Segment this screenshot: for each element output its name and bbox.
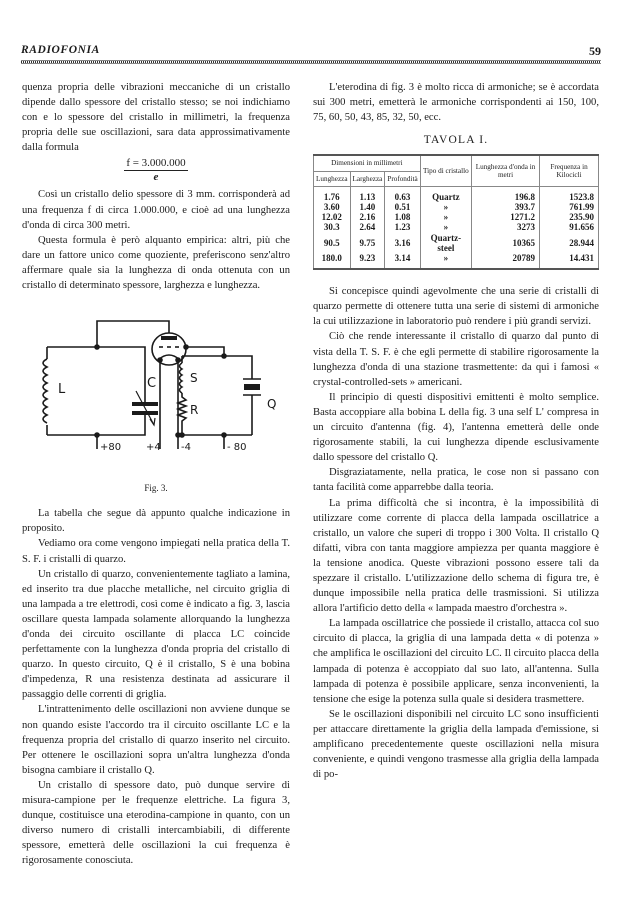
table-cell: 10365 <box>472 233 540 253</box>
table-header: Lunghezza <box>314 171 351 186</box>
paragraph: quenza propria delle vibrazioni meccaniche di un cristallo dipende dallo spessore del cristallo stesso; se noi indichiamo con e lo spessore del cristallo in millimetri, la frequenza propria delle sue oscillazioni, sara data approssimativamente dalla formula <box>22 82 290 154</box>
table-cell: 9.75 <box>350 233 385 253</box>
table-cell: 3.16 <box>385 233 420 253</box>
table-cell: 2.16 <box>350 212 385 222</box>
table-body <box>314 186 599 269</box>
paragraph: Un cristallo di spessore dato, può dunque servire di misura-campione per le frequenze elettriche. La figura 3, dunque, costituisce una eterodina-campione in quanto, con un diverso numero di cristalli intercambiabili, di differente spessore, emetterà delle oscillazioni la cui frequenza è rigorosamente conosciuta. <box>22 779 290 867</box>
resistor-r-icon <box>178 393 186 435</box>
label-plus80: +80 <box>100 442 122 454</box>
table-cell: 90.5 <box>314 233 351 253</box>
table-header: Lunghezza d'onda in metri <box>472 155 540 186</box>
paragraph: Disgraziatamente, nella pratica, le cose non si passano con tanta facilità come apparrebbe dalla teoria. <box>313 467 599 494</box>
table-cell: 30.3 <box>314 222 351 232</box>
table-cell: » <box>420 253 471 269</box>
paragraph: Vediamo ora come vengono impiegati nella pratica della T. S. F. i cristalli di quarzo. <box>22 538 290 565</box>
figure-caption: Fig. 3. <box>144 483 168 494</box>
label-s: S <box>190 371 198 386</box>
table-title: TAVOLA I. <box>423 134 489 147</box>
circuit-diagram <box>22 307 290 475</box>
table-group-header: Dimensioni in millimetri <box>314 155 421 171</box>
plate-wire <box>97 321 169 347</box>
paragraph: Si concepisce quindi agevolmente che una serie di cristalli di quarzo permette di ottenere tutta una serie di sistemi di armoniche la cui utilizzazione in laboratorio può rendere i più grandi servizi. <box>313 286 599 328</box>
table-row <box>314 253 599 269</box>
paragraph: La prima difficoltà che si incontra, è la impossibilità di utilizzare come corrente di placca della lampada oscillatrice a cristallo, un valore che superi di troppo i 300 Volta. Il cristallo Q difatti, vibra con tanta maggiore ampiezza per quanta maggiore è la tensione anodica. Queste vibrazioni possono essere tali da spezzare il cristallo. L'utilizzazione dello schema di figura tre, è dunque impossibile nella pratica delle trasmissioni. Si utilizza allora l'artificio detto della « lampada maestro d'orchestra ». <box>313 497 599 615</box>
formula-numerator: f = 3.000.000 <box>126 157 186 170</box>
table-header: Tipo di cristallo <box>420 155 471 186</box>
table-cell: 761.99 <box>540 202 599 212</box>
table-cell: 3.14 <box>385 253 420 269</box>
inductor-l-icon <box>43 359 47 423</box>
table-row <box>314 233 599 253</box>
table-cell: 9.23 <box>350 253 385 269</box>
table-cell: 180.0 <box>314 253 351 269</box>
table-cell: Quartz <box>420 186 471 202</box>
formula <box>22 157 290 184</box>
table-row <box>314 222 599 232</box>
header-rule <box>21 60 601 64</box>
table-cell: 3.60 <box>314 202 351 212</box>
paragraph: Così un cristallo delio spessore di 3 mm. corrisponderà ad una frequenza f di circa 1.000.000, e cioè ad una lunghezza d'onda di circa 300 metri. <box>22 189 290 231</box>
table-cell: 1.40 <box>350 202 385 212</box>
table-cell: » <box>420 222 471 232</box>
table-row <box>314 212 599 222</box>
label-c: C <box>147 376 157 392</box>
table-header: Larghezza <box>350 171 385 186</box>
table-cell: 0.63 <box>385 186 420 202</box>
grid-wire <box>186 347 224 356</box>
table-row <box>314 202 599 212</box>
table-cell: Quartz-steel <box>420 233 471 253</box>
table-cell: 1.13 <box>350 186 385 202</box>
paragraph: Ciò che rende interessante il cristallo di quarzo dal punto di vista della T. S. F. è che egli permette di stabilire rigorosamente la lunghezza d'onda di una stazione trasmettente: da qui i famosi « crystal-controlled-sets » americani. <box>313 331 599 388</box>
circuit-diagram-figure <box>22 307 290 475</box>
table-cell: 14.431 <box>540 253 599 269</box>
left-column <box>22 80 290 868</box>
table-header: Profondità <box>385 171 420 186</box>
table-cell: 1.23 <box>385 222 420 232</box>
paragraph: Un cristallo di quarzo, convenientemente tagliato a lamina, ed inserito tra due placche metalliche, nel circuito griglia di una lampada a tre elettrodi, così come è indicato a fig. 3, lascia oscillare questa lampada solamente allorquando la lunghezza d'onda dei circuito oscillante di placca LC coincide perfettamente con la lunghezza d'onda propria del cristallo di quarzo. In questo circuito, Q è il cristallo, S è una bobina d'impedenza, R una resistenza destinata ad assicurare il passaggio delle correnti di griglia. <box>22 568 290 701</box>
paragraph: L'eterodina di fig. 3 è molto ricca di armoniche; se è accordata sui 300 metri, emetterà le armoniche corrispondenti ai 150, 100, 75, 60, 50, 43, 85, 32, 50, ecc. <box>313 82 599 124</box>
table-cell: 91.656 <box>540 222 599 232</box>
table-cell: 1271.2 <box>472 212 540 222</box>
table-cell: 235.90 <box>540 212 599 222</box>
table-cell: 3273 <box>472 222 540 232</box>
label-r: R <box>190 403 199 418</box>
choke-s-icon <box>180 363 183 393</box>
table-cell: 393.7 <box>472 202 540 212</box>
table-header: Frequenza in Kilocicli <box>540 155 599 186</box>
paragraph: Il principio di questi dispositivi emittenti è molto semplice. Basta accoppiare alla bobina L della fig. 3 una self L' compresa in un circuito d'antenna (fig. 4), l'antenna emetterà delle onde rigorosamente stabili, la cui lunghezza dipende esclusivamente dallo spessore del cristallo Q. <box>313 391 599 464</box>
table-cell: 20789 <box>472 253 540 269</box>
paragraph: Questa formula è però alquanto empirica: altri, più che dare un fattore unico come quoziente, preferiscono senz'altro affermare quale sia la lunghezza di onda ottenuta con un cristallo di determinato spessore, larghezza e lunghezza. <box>22 234 290 292</box>
table-cell: 1523.8 <box>540 186 599 202</box>
page-number: 59 <box>589 44 601 58</box>
label-minus4: -4 <box>181 442 191 454</box>
formula-denominator: e <box>153 171 159 184</box>
table-cell: 196.8 <box>472 186 540 202</box>
table-row <box>314 186 599 202</box>
table-cell: 1.76 <box>314 186 351 202</box>
label-plus4: +4 <box>146 442 161 454</box>
table-cell: 1.08 <box>385 212 420 222</box>
crystal-table <box>313 154 599 270</box>
table-cell: 0.51 <box>385 202 420 212</box>
label-l: L <box>58 382 66 398</box>
paragraph: La lampada oscillatrice che possiede il cristallo, attacca col suo circuito di placca, la griglia di una lampada detta « di potenza » che amplifica le oscillazioni del circuito LC. Il circuito placca della lampada di potenza è accoppiato dal suo lato, all'antenna. Sulla lampada di potenza è possibile applicare, senza inconvenienti, la tensione che esige la potenza sulla quale si desidera trasmettere. <box>313 618 599 705</box>
table-cell: 12.02 <box>314 212 351 222</box>
table-cell: 2.64 <box>350 222 385 232</box>
table-cell: 28.944 <box>540 233 599 253</box>
table-cell: » <box>420 202 471 212</box>
running-title: RADIOFONIA <box>21 44 100 56</box>
paragraph: La tabella che segue dà appunto qualche indicazione in proposito. <box>22 508 290 535</box>
label-q: Q <box>267 397 277 412</box>
paragraph: L'intrattenimento delle oscillazioni non avviene dunque se non quando esiste l'accordo tra il circuito oscillante LC e la frequenza propria del cristallo di quarzo inserito nel circuito. Per ottenere le oscillazioni sopra un'altra lunghezza d'onda bisogna cambiare il cristallo Q. <box>22 704 290 776</box>
table-cell: » <box>420 212 471 222</box>
paragraph: Se le oscillazioni disponibili nel circuito LC sono insufficienti per attaccare direttamente la griglia della lampada d'emissione, si amplificano precedentemente queste oscillazioni nella misura conveniente, e quindi vengono trasmesse alla griglia della lampada di po- <box>313 708 599 781</box>
label-minus80: - 80 <box>227 442 247 454</box>
right-column <box>313 80 599 782</box>
